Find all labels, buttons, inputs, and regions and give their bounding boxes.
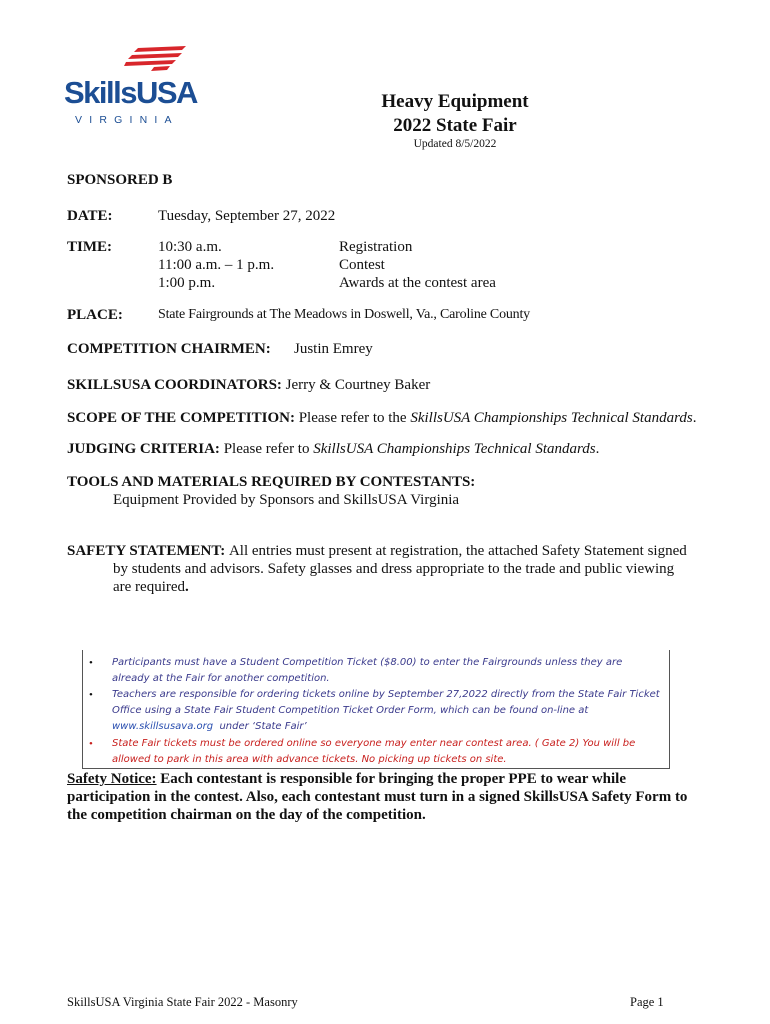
bullet-2-line-1: Teachers are responsible for ordering tickets online by September 27,2022 directly from the State Fair Ticket [112,689,660,700]
bullet-3-line-2: allowed to park in this area with advance tickets. No picking up tickets on site. [112,754,507,765]
place-label: PLACE: [67,307,123,323]
safety-notice-label: Safety Notice: [67,771,157,787]
safety-period: . [185,579,189,595]
judging-line [67,440,599,458]
safety-label: SAFETY STATEMENT: [67,543,226,559]
updated-date: Updated 8/5/2022 [413,138,497,150]
safety-line-3 [113,578,189,596]
chairmen-label: COMPETITION CHAIRMEN: [67,341,271,357]
safety-line-2: by students and advisors. Safety glasses and dress appropriate to the trade and public viewing [113,561,675,577]
place-value: State Fairgrounds at The Meadows in Doswell, Va., Caroline County [158,307,530,322]
judging-suffix: . [595,441,600,457]
safety-text-1: All entries must present at registration, the attached Safety Statement signed [228,543,687,559]
scope-prefix: Please refer to the [298,410,407,426]
time-event-3: Awards at the contest area [339,275,496,291]
coordinators-line [67,376,430,394]
time-row-2: 11:00 a.m. – 1 p.m. [158,257,275,273]
flag-stripes-icon [124,46,194,74]
scope-suffix: . [692,410,697,426]
judging-prefix: Please refer to [223,441,310,457]
judging-standards: SkillsUSA Championships Technical Standards [313,441,596,457]
safety-notice-line-2: participation in the contest. Also, each contestant must turn in a signed SkillsUSA Safety Form to [67,789,688,805]
bullet-1-line-2: already at the Fair for another competition. [112,673,330,684]
safety-notice-line-1: Each contestant is responsible for bringing the proper PPE to wear while [156,771,626,787]
safety-text-3: are required [113,579,186,595]
ticket-info-box [82,650,670,769]
bullet-1-line-1: Participants must have a Student Competition Ticket ($8.00) to enter the Fairgrounds unless they are [112,657,623,668]
time-event-2: Contest [339,257,385,273]
time-row-1: 10:30 a.m. [158,239,222,255]
bullet-icon: • [89,689,93,701]
page-subtitle: 2022 State Fair [393,115,517,136]
bullet-icon: • [89,738,93,750]
bullet-2-line-3 [112,719,658,735]
chairmen-value: Justin Emrey [294,341,373,357]
safety-notice-line-3: the competition chairman on the day of the competition. [67,807,426,823]
page-number: Page 1 [630,995,664,1009]
scope-label: SCOPE OF THE COMPETITION: [67,410,295,426]
footer-title: SkillsUSA Virginia State Fair 2022 - Masonry [67,995,298,1009]
scope-standards: SkillsUSA Championships Technical Standards [410,410,693,426]
time-row-3: 1:00 p.m. [158,275,216,291]
tools-value: Equipment Provided by Sponsors and SkillsUSA Virginia [113,492,460,508]
scope-line [67,409,696,427]
safety-line-1 [67,542,687,560]
safety-notice [67,770,717,824]
skillsusava-link[interactable]: www.skillsusava.org [112,721,214,732]
bullet-3-line-1: State Fair tickets must be ordered online so everyone may enter near contest area. ( Gate 2) You will be [112,738,636,749]
date-value: Tuesday, September 27, 2022 [158,208,336,224]
coordinators-label: SKILLSUSA COORDINATORS: [67,377,282,393]
logo-state: VIRGINIA [75,114,179,126]
bullet-2-line-2: Office using a State Fair Student Competition Ticket Order Form, which can be found on-line at [112,705,589,716]
time-label: TIME: [67,239,112,255]
date-label: DATE: [67,208,113,224]
time-event-1: Registration [339,239,413,255]
page-title: Heavy Equipment [381,91,529,112]
logo-brand: SkillsUSA [64,75,197,110]
coordinators-value: Jerry & Courtney Baker [285,377,431,393]
sponsored-heading: SPONSORED B [67,172,173,188]
skillsusa-virginia-logo [64,46,197,126]
bullet-2-line-3-rest: under ‘State Fair’ [213,721,307,732]
judging-label: JUDGING CRITERIA: [67,441,220,457]
tools-label: TOOLS AND MATERIALS REQUIRED BY CONTESTANTS: [67,474,476,490]
bullet-icon: • [89,657,93,669]
